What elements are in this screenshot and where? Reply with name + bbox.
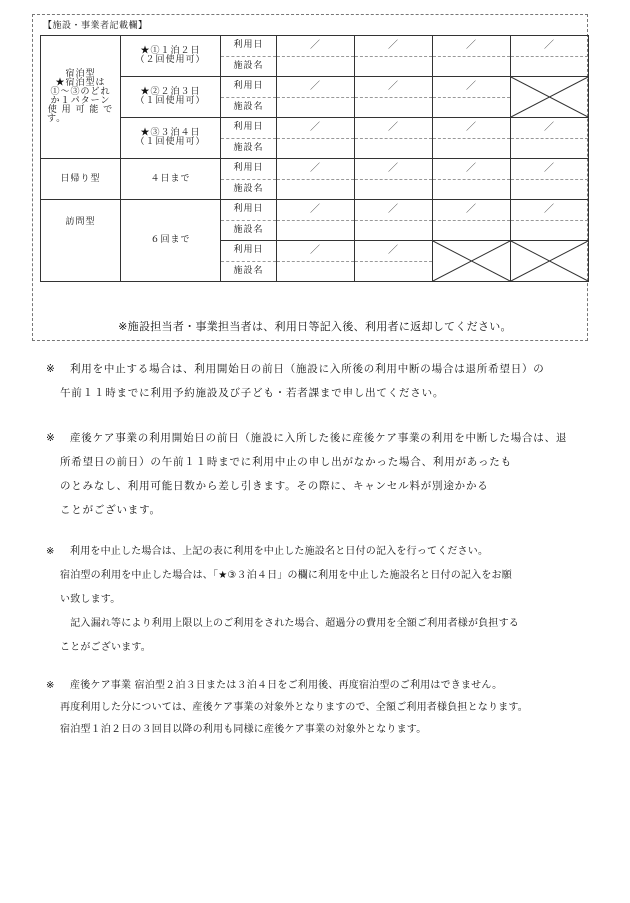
slash-mark: ／ xyxy=(310,121,321,133)
usage-record-table xyxy=(40,35,589,282)
date-field[interactable] xyxy=(433,159,511,180)
plan-cell-3 xyxy=(121,118,221,159)
date-field[interactable] xyxy=(433,118,511,139)
daytrip-category-cell: 日帰り型 xyxy=(41,159,121,200)
note-line: 所希望日の前日）の午前１１時までに利用中止の申し出がなかった場合、利用があったも xyxy=(60,456,512,468)
row-label-facility: 施設名 xyxy=(221,220,277,241)
facility-field[interactable] xyxy=(433,179,511,200)
plan-cell-2 xyxy=(121,77,221,118)
plan-cell-1 xyxy=(121,36,221,77)
facility-field[interactable] xyxy=(355,97,433,118)
facility-field[interactable] xyxy=(433,220,511,241)
slash-mark: ／ xyxy=(466,39,477,51)
facility-field[interactable] xyxy=(355,261,433,282)
overnight-category-line: ★宿泊型は xyxy=(55,78,106,88)
slash-mark: ／ xyxy=(544,162,555,174)
facility-field[interactable] xyxy=(511,179,589,200)
facility-field[interactable] xyxy=(277,97,355,118)
note-mark: ※ xyxy=(46,363,56,375)
slash-mark: ／ xyxy=(466,121,477,133)
note-line: 利用を中止する場合は、利用開始日の前日（施設に入所後の利用中断の場合は退所希望日）の xyxy=(70,363,545,375)
overnight-category-line: 宿泊型 xyxy=(65,69,96,79)
date-field[interactable] xyxy=(355,241,433,262)
note-line: 利用を中止した場合は、上記の表に利用を中止した施設名と日付の記入を行ってください。 xyxy=(70,546,489,557)
crossed-out-cell xyxy=(433,241,511,282)
row-label-use: 利用日 xyxy=(221,241,277,262)
row-label-use: 利用日 xyxy=(221,36,277,57)
date-field[interactable] xyxy=(511,200,589,221)
row-label-facility: 施設名 xyxy=(221,97,277,118)
cross-out-icon xyxy=(433,241,510,281)
slash-mark: ／ xyxy=(310,39,321,51)
cross-out-icon xyxy=(511,241,588,281)
facility-field[interactable] xyxy=(433,97,511,118)
facility-field[interactable] xyxy=(355,220,433,241)
slash-mark: ／ xyxy=(544,203,555,215)
facility-field[interactable] xyxy=(355,56,433,77)
plan-note: （２回使用可） xyxy=(135,55,206,65)
slash-mark: ／ xyxy=(310,162,321,174)
facility-field[interactable] xyxy=(433,56,511,77)
date-field[interactable] xyxy=(433,36,511,57)
slash-mark: ／ xyxy=(310,203,321,215)
box-title: 【施設・事業者記載欄】 xyxy=(43,21,148,31)
note-line: のとみなし、利用可能日数から差し引きます。その際に、キャンセル料が別途かかる xyxy=(60,480,489,492)
overnight-category-line: 使 用 可 能 で xyxy=(47,105,114,115)
date-field[interactable] xyxy=(355,118,433,139)
row-label-use: 利用日 xyxy=(221,77,277,98)
facility-field[interactable] xyxy=(355,138,433,159)
facility-field[interactable] xyxy=(277,220,355,241)
overnight-category-line: ①～③のどれ xyxy=(50,87,111,97)
slash-mark: ／ xyxy=(388,244,399,256)
facility-field[interactable] xyxy=(277,179,355,200)
slash-mark: ／ xyxy=(388,80,399,92)
plan-name: ★③３泊４日 xyxy=(140,128,201,138)
row-label-use: 利用日 xyxy=(221,118,277,139)
date-field[interactable] xyxy=(433,200,511,221)
slash-mark: ／ xyxy=(466,80,477,92)
note-reuse-restriction xyxy=(46,675,596,741)
date-field[interactable] xyxy=(511,118,589,139)
return-instruction-note: ※施設担当者・事業担当者は、利用日等記入後、利用者に返却してください。 xyxy=(118,320,512,333)
note-mark: ※ xyxy=(46,432,56,444)
slash-mark: ／ xyxy=(388,121,399,133)
date-field[interactable] xyxy=(277,159,355,180)
note-line: 宿泊型の利用を中止した場合は、「★③３泊４日」の欄に利用を中止した施設名と日付の記入をお願 xyxy=(60,570,512,581)
facility-field[interactable] xyxy=(433,138,511,159)
row-label-facility: 施設名 xyxy=(221,179,277,200)
overnight-category-cell xyxy=(41,36,121,159)
plan-name: ★②２泊３日 xyxy=(140,87,201,97)
note-line: 宿泊型１泊２日の３回目以降の利用も同様に産後ケア事業の対象外となります。 xyxy=(60,724,427,735)
slash-mark: ／ xyxy=(388,162,399,174)
note-line: ことがございます。 xyxy=(60,642,151,653)
crossed-out-cell xyxy=(511,77,589,118)
row-label-use: 利用日 xyxy=(221,159,277,180)
date-field[interactable] xyxy=(277,77,355,98)
row-label-facility: 施設名 xyxy=(221,261,277,282)
date-field[interactable] xyxy=(277,118,355,139)
slash-mark: ／ xyxy=(310,80,321,92)
note-line: ことがございます。 xyxy=(60,504,161,516)
note-line: 産後ケア事業 宿泊型２泊３日または３泊４日をご利用後、再度宿泊型のご利用はできません。 xyxy=(70,680,503,691)
note-cancellation xyxy=(46,357,596,405)
overnight-category-line: か１パターン xyxy=(50,96,111,106)
note-record-entry xyxy=(46,540,596,660)
date-field[interactable] xyxy=(511,36,589,57)
date-field[interactable] xyxy=(277,36,355,57)
row-label-use: 利用日 xyxy=(221,200,277,221)
note-line: 産後ケア事業の利用開始日の前日（施設に入所した後に産後ケア事業の利用を中断した場合は、退 xyxy=(70,432,568,444)
slash-mark: ／ xyxy=(466,203,477,215)
slash-mark: ／ xyxy=(544,121,555,133)
facility-field[interactable] xyxy=(511,138,589,159)
cross-out-icon xyxy=(511,77,588,117)
daytrip-plan-cell: ４日まで xyxy=(121,159,221,200)
date-field[interactable] xyxy=(355,77,433,98)
date-field[interactable] xyxy=(511,159,589,180)
note-line: 再度利用した分については、産後ケア事業の対象外となりますので、全額ご利用者様負担となります。 xyxy=(60,702,528,713)
date-field[interactable] xyxy=(277,241,355,262)
date-field[interactable] xyxy=(355,36,433,57)
row-label-facility: 施設名 xyxy=(221,56,277,77)
note-line: い致します。 xyxy=(60,594,121,605)
date-field[interactable] xyxy=(355,200,433,221)
note-mark: ※ xyxy=(46,546,55,557)
overnight-category-line: す。 xyxy=(47,114,67,124)
facility-field[interactable] xyxy=(277,261,355,282)
date-field[interactable] xyxy=(355,159,433,180)
note-deadline xyxy=(46,426,596,522)
plan-name: ★①１泊２日 xyxy=(140,46,201,56)
slash-mark: ／ xyxy=(388,203,399,215)
visit-category-cell: 訪問型 xyxy=(41,200,121,282)
facility-field[interactable] xyxy=(355,179,433,200)
facility-field[interactable] xyxy=(277,56,355,77)
date-field[interactable] xyxy=(277,200,355,221)
slash-mark: ／ xyxy=(544,39,555,51)
row-label-facility: 施設名 xyxy=(221,138,277,159)
slash-mark: ／ xyxy=(466,162,477,174)
note-line: 午前１１時までに利用予約施設及び子ども・若者課まで申し出てください。 xyxy=(60,387,445,399)
note-line: 記入漏れ等により利用上限以上のご利用をされた場合、超過分の費用を全額ご利用者様が負担する xyxy=(60,618,519,629)
slash-mark: ／ xyxy=(310,244,321,256)
plan-note: （１回使用可） xyxy=(135,96,206,106)
plan-note: （１回使用可） xyxy=(135,137,206,147)
date-field[interactable] xyxy=(433,77,511,98)
visit-plan-cell: ６回まで xyxy=(121,200,221,282)
slash-mark: ／ xyxy=(388,39,399,51)
facility-field[interactable] xyxy=(511,56,589,77)
crossed-out-cell xyxy=(511,241,589,282)
facility-field[interactable] xyxy=(511,220,589,241)
facility-field[interactable] xyxy=(277,138,355,159)
note-mark: ※ xyxy=(46,680,55,691)
